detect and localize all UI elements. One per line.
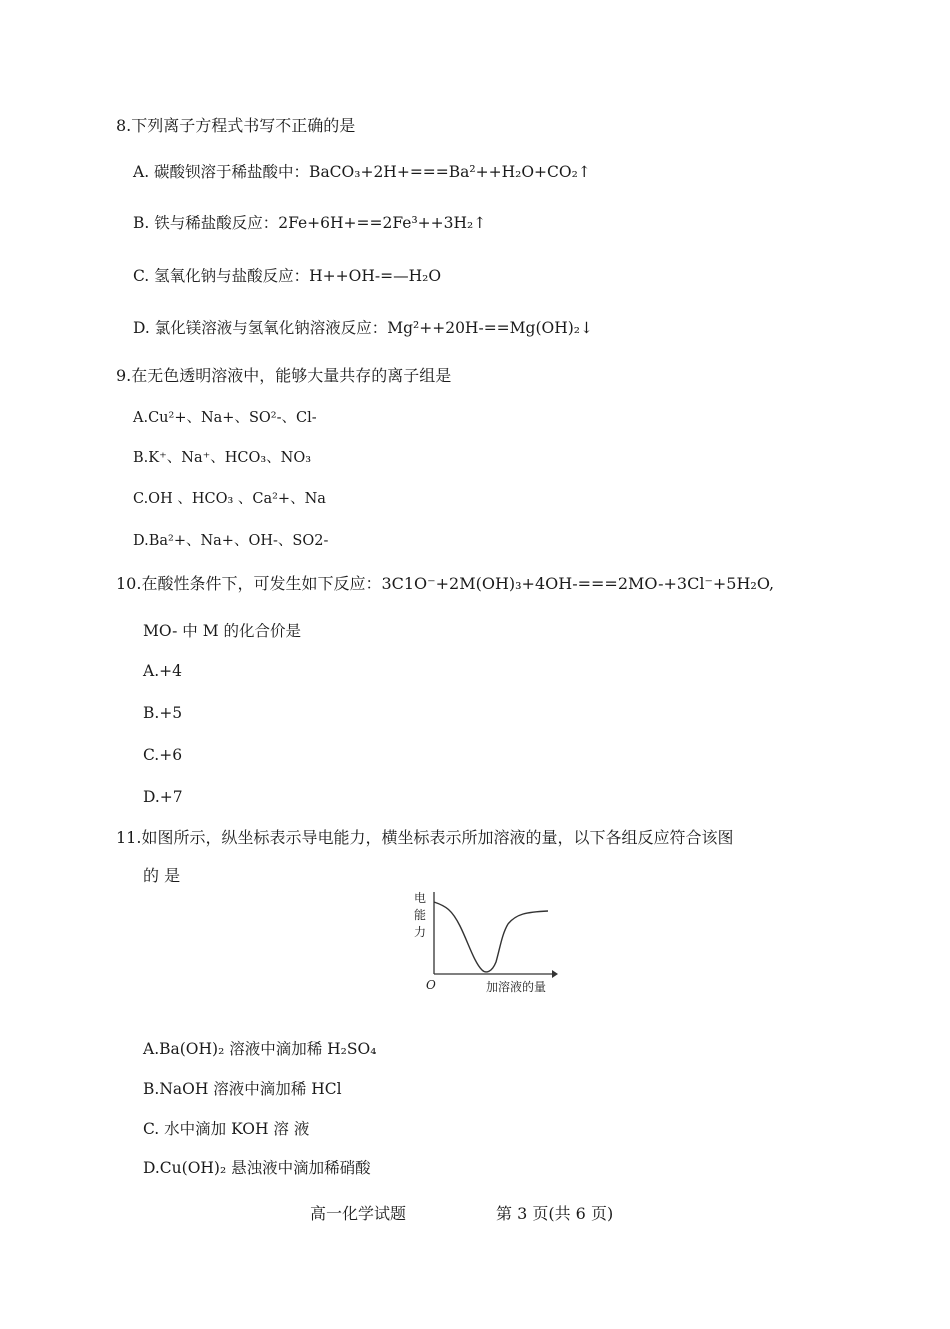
q10-stem-text: 10.在酸性条件下，可发生如下反应：3C1O⁻+2M(OH)₃+4OH-===2MO-+3Cl⁻+5H₂O, [116,574,775,593]
y-label-char-3: 力 [414,925,427,939]
x-axis-label: 加溶液的量 [486,980,547,994]
q11-stem: 11.如图所示，纵坐标表示导电能力，横坐标表示所加溶液的量，以下各组反应符合该图 [116,828,734,847]
q11-stem-continued: 的 是 [143,866,181,885]
y-label-char-1: 电 [414,891,427,905]
conductivity-curve [434,902,548,972]
x-axis-arrow [552,970,558,978]
q8-option-b: B. 铁与稀盐酸反应：2Fe+6H+==2Fe³++3H₂↑ [133,214,487,232]
q9-option-c: C.OH 、HCO₃ 、Ca²+、Na [133,491,326,507]
q10-stem-continued: MO- 中 M 的化合价是 [143,622,302,640]
q9-option-a: A.Cu²+、Na+、SO²-、Cl- [133,410,317,426]
q8-option-c: C. 氢氧化钠与盐酸反应：H++OH-=—H₂O [133,267,442,285]
footer-title: 高一化学试题 [310,1204,407,1223]
y-label-char-2: 能 [414,908,427,922]
origin-label: O [426,978,436,992]
q11-option-a: A.Ba(OH)₂ 溶液中滴加稀 H₂SO₄ [143,1040,377,1058]
q9-option-d: D.Ba²+、Na+、OH-、SO2- [133,533,329,549]
q11-option-b: B.NaOH 溶液中滴加稀 HCl [143,1080,342,1098]
q10-option-c: C.+6 [143,746,183,764]
q8-stem: 8.下列离子方程式书写不正确的是 [116,116,356,135]
q9-option-b: B.K⁺、Na⁺、HCO₃、NO₃ [133,450,312,466]
footer-page-number: 第 3 页(共 6 页) [496,1204,614,1223]
q10-option-a: A.+4 [143,662,182,680]
q11-option-d: D.Cu(OH)₂ 悬浊液中滴加稀硝酸 [143,1159,371,1177]
q10-option-d: D.+7 [143,788,183,806]
conductivity-figure [412,888,562,1000]
q8-option-a: A. 碳酸钡溶于稀盐酸中：BaCO₃+2H+===Ba²++H₂O+CO₂↑ [133,163,591,181]
q11-option-c: C. 水中滴加 KOH 溶 液 [143,1120,310,1138]
q8-option-d: D. 氯化镁溶液与氢氧化钠溶液反应：Mg²++20H-==Mg(OH)₂↓ [133,319,593,337]
q10-option-b: B.+5 [143,704,183,722]
q10-stem [116,574,774,594]
q9-stem: 9.在无色透明溶液中，能够大量共存的离子组是 [116,366,452,385]
